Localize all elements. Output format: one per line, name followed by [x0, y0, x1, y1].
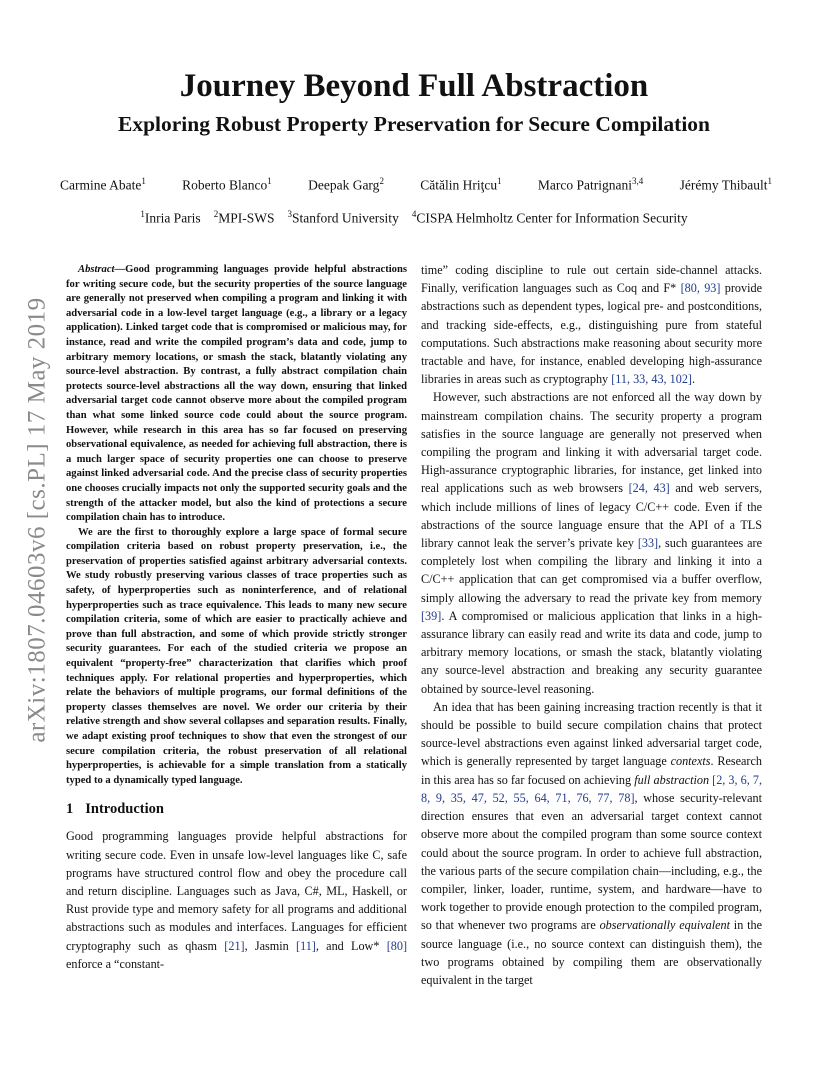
affiliation: $^4$CISPA Helmholtz Center for Information Security: [411, 209, 688, 226]
citation-link[interactable]: [80]: [386, 938, 408, 953]
author: Cătălin Hriţcu$^1$: [420, 176, 502, 193]
citation-link[interactable]: [80, 93]: [680, 281, 721, 296]
affiliation: $^2$MPI-SWS: [213, 209, 275, 226]
citation-link[interactable]: [39]: [421, 608, 442, 623]
body-paragraph: time” coding discipline to rule out certain side-channel attacks. Finally, verification languages such as Coq and F* [80, 93] provide abstractions such as dependent types, logical pre- and postconditions, and tracking side-effects, e.g., distinguishing pure from stateful computations. Such abstractions make reasoning about security more tractable and have, for instance, enabled developing high-assurance libraries in areas such as cryptography [11, 33, 43, 102].: [421, 263, 763, 387]
section-heading: 1 Introduction: [66, 801, 164, 818]
left-column: [66, 263, 407, 973]
paper-title: Journey Beyond Full Abstraction: [179, 68, 649, 104]
abstract-label: Abstract: [78, 264, 115, 275]
citation-link[interactable]: [11]: [296, 938, 316, 953]
citation-link[interactable]: [24, 43]: [628, 481, 670, 496]
affiliation-list: [0, 209, 828, 227]
paper-subtitle: Exploring Robust Property Preservation for Secure Compilation: [117, 112, 711, 136]
body-paragraph: However, such abstractions are not enforced all the way down by mainstream compilation chains. The security property a program satisfies in the source language are generally not preserved when compiling the program and linking it with adversarial target code. High-assurance cryptographic libraries, for instance, get linked into real applications such as web browsers [24, 43] and web servers, which include millions of lines of legacy C/C++ code. Even if the abstractions of the source language ensure that the API of a TLS library cannot leak the server’s private key [33], such guarantees are completely lost when compiling the library and linking it into a C/C++ application that can get compromised via a buffer overflow, simply allowing the adversary to read the private key from memory [39]. A compromised or malicious application that links in a high-assurance library can easily read and write its data and code, jump to arbitrary memory locations, or smash the stack, blatantly violating any source-level abstraction and breaking any security guarantee obtained by source-level reasoning.: [421, 390, 763, 696]
affiliation: $^3$Stanford University: [287, 209, 399, 226]
affiliation: $^1$Inria Paris: [140, 209, 201, 226]
right-column: [421, 261, 762, 989]
body-paragraph: Good programming languages provide helpful abstractions for writing secure code. Even in unsafe low-level languages like C, safe programs have structured control flow and obey the procedure call and return discipline. Languages such as Java, C#, ML, Haskell, or Rust provide type and memory safety for all programs and additional abstractions such as modules and interfaces. Languages for efficient cryptography such as qhasm [21], Jasmin [11], and Low* [80] enforce a “constant-: [66, 829, 408, 971]
abstract-paragraph: We are the first to thoroughly explore a large space of formal secure compilation criteria based on robust property preservation, i.e., the preservation of properties satisfied against arbitrary adversarial contexts. We study robustly preserving various classes of trace properties such as safety, of hyperproperties such as noninterference, and of relational hyperproperties such as trace equivalence. This leads to many new secure compilation criteria, some of which are easier to practically achieve and prove than full abstraction, and some of which provide strictly stronger security guarantees. For each of the studied criteria we propose an equivalent “property-free” characterization that clarifies which proof techniques apply. For relational properties and hyperproperties, which relate the behaviors of multiple programs, our formal definitions of the property classes themselves are novel. We order our criteria by their relative strength and show several collapses and separation results. Finally, we adapt existing proof techniques to show that even the strongest of our secure compilation criteria, the robust preservation of all relational hyperproperties, is achievable for a simple translation from a statically typed to a dynamically typed language.: [66, 526, 407, 786]
arxiv-identifier-text: arXiv:1807.04603v6 [cs.PL] 17 May 2019: [24, 297, 51, 743]
author: Roberto Blanco$^1$: [182, 176, 272, 193]
body-paragraph: An idea that has been gaining increasing traction recently is that it should be possible to build secure compilation chains that protect source-level abstractions even against linked adversarial target code, which is generally represented by target language contexts. Research in this area has so far focused on achieving full abstraction [2, 3, 6, 7, 8, 9, 35, 47, 52, 55, 64, 71, 76, 77, 78], whose security-relevant direction ensures that even an adversarial target context cannot observe more about the compiled program than some source context could about the source program. In order to achieve full abstraction, the various parts of the secure compilation chain—including, e.g., the compiler, linker, loader, runtime, system, and hardware—have to work together to provide enough protection to the compiled program, so that whenever two programs are observationally equivalent in the source language (i.e., no source context can distinguish them), the two programs obtained by compiling them are observationally equivalent in the target: [421, 699, 763, 987]
author-list: [60, 176, 772, 194]
abstract-paragraph: Abstract—Good programming languages provide helpful abstractions for writing secure code, but the security properties of the source language are generally not preserved when compiling a program and linking it with adversarial code in a low-level target language (e.g., a library or a legacy application). Linked target code that is compromised or malicious may, for instance, read and write the compiled program’s data and code, jump to arbitrary memory locations, or smash the stack, blatantly violating any source-level abstraction. By contrast, a fully abstract compilation chain protects source-level abstractions all the way down, ensuring that linked adversarial target code cannot observe more about the compiled program than what some linked source code could about the source program. However, while research in this area has so far focused on preserving observational equivalence, as needed for achieving full abstraction, there is a much larger space of security properties one can choose to preserve against linked adversarial code. And the precise class of security properties one chooses crucially impacts not only the supported security goals and the strength of the attacker model, but also the kind of protections a secure compilation chain has to introduce.: [66, 264, 407, 524]
citation-link[interactable]: [33]: [637, 536, 659, 551]
author: Carmine Abate$^1$: [60, 176, 146, 193]
citation-link[interactable]: [21]: [224, 938, 245, 953]
author: Deepak Garg$^2$: [308, 176, 384, 193]
arxiv-identifier: [18, 280, 58, 760]
citation-link[interactable]: [2, 3, 6, 7, 8, 9, 35, 47, 52, 55, 64, 71, 76, 77, 78]: [421, 772, 763, 805]
author: Marco Patrignani$^{3,4}$: [537, 176, 644, 193]
author: Jérémy Thibault$^1$: [679, 176, 772, 193]
citation-link[interactable]: [11, 33, 43, 102]: [611, 372, 692, 387]
